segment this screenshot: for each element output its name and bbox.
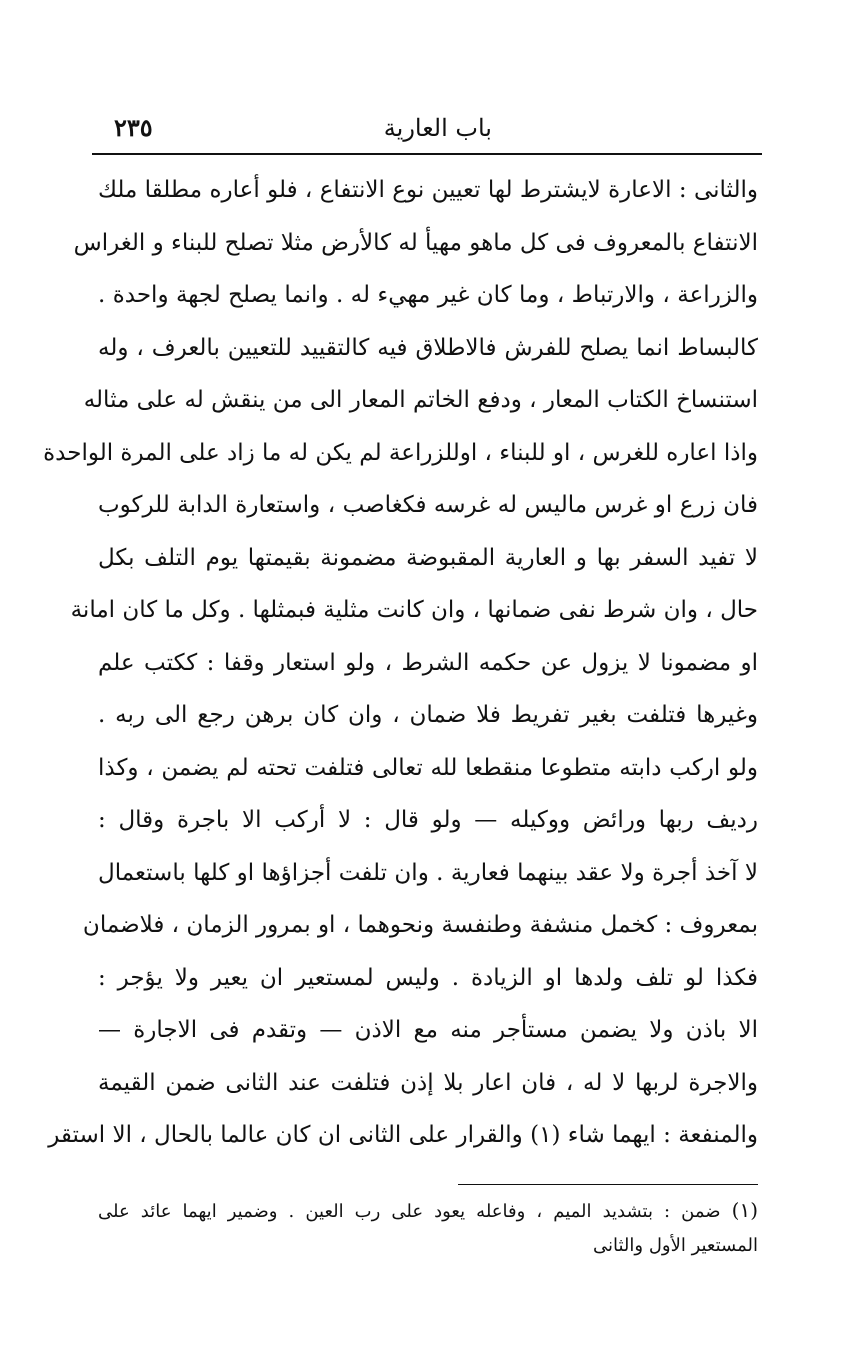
- main-text: [43, 164, 758, 1162]
- text-line: رديف ربها ورائض ووكيله — ولو قال : لا أركب الا باجرة وقال :: [98, 807, 758, 833]
- footnote-text: ضمن : بتشديد الميم ، وفاعله يعود على رب العين . وضمير ايهما عائد على: [98, 1201, 721, 1222]
- text-line: او مضمونا لا يزول عن حكمه الشرط ، ولو استعار وقفا : ككتب علم: [98, 649, 758, 676]
- text-line: لا تفيد السفر بها و العارية المقبوضة مضمونة بقيمتها يوم التلف بكل: [98, 544, 758, 571]
- text-line: كالبساط انما يصلح للفرش فالاطلاق فيه كالتقييد للتعيين بالعرف ، وله: [98, 334, 758, 361]
- text-line: استنساخ الكتاب المعار ، ودفع الخاتم المعار الى من ينقش له على مثاله: [83, 387, 758, 413]
- text-line: والمنفعة : ايهما شاء (١) والقرار على الثانى ان كان عالما بالحال ، الا استقر: [48, 1122, 758, 1148]
- text-line: حال ، وان شرط نفى ضمانها ، وان كانت مثلية فبمثلها . وكل ما كان امانة: [70, 597, 758, 623]
- text-line: بمعروف : كخمل منشفة وطنفسة ونحوهما ، او بمرور الزمان ، فلاضمان: [82, 912, 758, 938]
- text-line: والزراعة ، والارتباط ، وما كان غير مهيء له . وانما يصلح لجهة واحدة .: [98, 282, 758, 308]
- text-line: الانتفاع بالمعروف فى كل ماهو مهيأ له كالأرض مثلا تصلح للبناء و الغراس: [73, 229, 758, 256]
- footnote-marker: (١): [731, 1198, 758, 1222]
- chapter-title: باب العارية: [383, 114, 492, 142]
- text-line: لا آخذ أجرة ولا عقد بينهما فعارية . وان تلفت أجزاؤها او كلها باستعمال: [98, 859, 758, 886]
- text-line: فكذا لو تلف ولدها او الزيادة . وليس لمستعير ان يعير ولا يؤجر :: [98, 964, 758, 991]
- footnote-divider: [458, 1184, 758, 1185]
- text-line: واذا اعاره للغرس ، او للبناء ، اوللزراعة لم يكن له ما زاد على المرة الواحدة: [43, 439, 758, 466]
- page-header: [92, 108, 762, 152]
- footnote-line: المستعير الأول والثانى: [592, 1235, 758, 1256]
- header-divider: [92, 153, 762, 155]
- text-line: والثانى : الاعارة لايشترط لها تعيين نوع الانتفاع ، فلو أعاره مطلقا ملك: [98, 177, 758, 203]
- text-line: ولو اركب دابته متطوعا منقطعا لله تعالى فتلفت تحته لم يضمن ، وكذا: [98, 754, 758, 781]
- text-line: فان زرع او غرس ماليس له غرسه فكغاصب ، واستعارة الدابة للركوب: [98, 492, 758, 518]
- text-line: الا باذن ولا يضمن مستأجر منه مع الاذن — وتقدم فى الاجارة —: [98, 1017, 758, 1043]
- footnotes: [98, 1192, 758, 1264]
- text-line: والاجرة لربها لا له ، فان اعار بلا إذن فتلفت عند الثانى ضمن القيمة: [98, 1069, 758, 1096]
- page-number: ٢٣٥: [114, 113, 153, 142]
- text-line: وغيرها فتلفت بغير تفريط فلا ضمان ، وان كان برهن رجع الى ربه .: [98, 702, 758, 728]
- footnote-line: [98, 1192, 758, 1228]
